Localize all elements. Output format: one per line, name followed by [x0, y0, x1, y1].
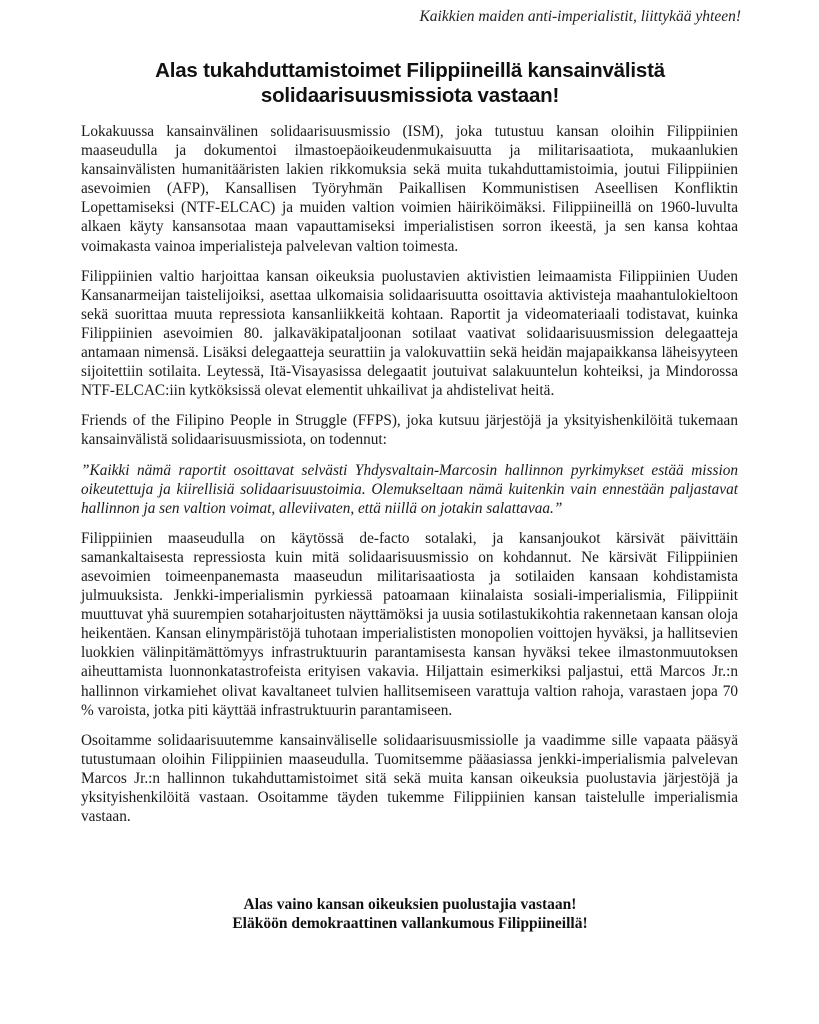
paragraph-ffps-statement: Friends of the Filipino People in Struggle (FFPS), joka kutsuu järjestöjä ja yksityishenkilöitä tukemaan kansainvälistä solidaarisuusmissiota, on todennut: — [81, 412, 738, 449]
paragraph-intro: Lokakuussa kansainvälinen solidaarisuusmissio (ISM), joka tutustuu kansan oloihin Filippiinien maaseudulla ja dokumentoi ilmastoepäoikeudenmukaisuutta ja militarisaatiota, mukaanlukien kansainvälisten humanitääristen lakien rikkomuksia sekä muita tukahduttamistoimia, joutui Filippiinien asevoimien (AFP), Kansallisen Työryhmän Paikallisen Kommunistisen Aseellisen Konfliktin Lopettamiseksi (NTF-ELCAC) ja muiden valtion voimien häiriköimäksi. Filippiineillä on 1960-luvulta alkaen käyty kansansotaa maan vapauttamiseksi imperialistisen sorron ikeestä, ja sen kansa kohtaa voimakasta vainoa imperialisteja palvelevan valtion toimesta. — [81, 123, 738, 255]
article-body — [81, 122, 738, 837]
closing-slogan-1: Alas vaino kansan oikeuksien puolustajia vastaan! — [243, 896, 577, 913]
closing-slogan-2: Eläköön demokraattinen vallankumous Filippiineillä! — [232, 915, 588, 932]
paragraph-state-repression: Filippiinien valtio harjoittaa kansan oikeuksia puolustavien aktivistien leimaamista Filippiinien Uuden Kansanarmeijan taistelijoiksi, asettaa ulkomaisia solidaarisuutta osoittavia aktivisteja maahantulokieltoon sekä suorittaa muuta repressiota kansanliikkeitä kohtaan. Raportit ja videomateriaali todistavat, kuinka Filippiinien asevoimien 80. jalkaväkipataljoonan sotilaat vaativat solidaarisuusmission delegaatteja antamaan nimensä. Lisäksi delegaatteja seurattiin ja valokuvattiin sekä heidän majapaikkansa läheisyyteen sijoitettiin sotilaita. Leytessä, Itä-Visayasissa delegaatit joutuivat salakuuntelun kohteiksi, ja Mindorossa NTF-ELCAC:iin kytköksissä olevat elementit uhkailivat ja ahdistelivat heitä. — [81, 267, 738, 400]
page-title: Alas tukahduttamistoimet Filippiineillä kansainvälistä solidaarisuusmissiota vastaan! — [155, 59, 665, 107]
paragraph-solidarity: Osoitamme solidaarisuutemme kansainväliselle solidaarisuusmissiolle ja vaadimme sille vapaata pääsyä tutustumaan oloihin Filippiinien maaseudulla. Tuomitsemme pääasiassa jenkki-imperialismia palvelevan Marcos Jr.:n hallinnon tukahduttamistoimet sitä sekä muita kansan oikeuksia puolustavia järjestöjä ja yksityishenkilöitä vastaan. Osoitamme täyden tukemme Filippiinien kansan taistelulle imperialismia vastaan. — [81, 731, 738, 826]
header-slogan: Kaikkien maiden anti-imperialistit, liittykää yhteen! — [419, 8, 741, 25]
closing-slogans — [70, 895, 750, 933]
paragraph-countryside: Filippiinien maaseudulla on käytössä de-facto sotalaki, ja kansanjoukot kärsivät päivittäin samankaltaisesta repressiosta kuin mitä solidaarisuusmissio on kohdannut. Ne kärsivät Filippiinien asevoimien toimeenpanemasta maaseudun militarisaatiosta ja sotilaiden kansaan kohdistamista julmuuksista. Jenkki-imperialismin pyrkiessä patoamaan kiinalaista sosiali-imperialismia, Filippiinit muuttuvat yhä suurempien sotaharjoitusten näyttämöksi ja uusia sotilastukikohtia rakennetaan kansan oloja heikentäen. Kansan elinympäristöjä tuhotaan imperialististen monopolien voittojen hyväksi, ja hallitsevien luokkien välinpitämättömyys infrastruktuurin parantamisesta kansan hyväksi tekee ilmastonmuutoksen aiheuttamista luonnonkatastrofeista erityisen vakavia. Hiljattain esimerkiksi paljastui, että Marcos Jr.:n hallinnon virkamiehet olivat kavaltaneet tulvien hallitsemiseen varattuja valtion rahoja, varastaen jopa 70 % varoista, jotka piti käyttää infrastruktuurin parantamiseen. — [81, 529, 738, 719]
quote-block: ”Kaikki nämä raportit osoittavat selvästi Yhdysvaltain-Marcosin hallinnon pyrkimykset estää mission oikeutettuja ja kiirellisiä solidaarisuustoimia. Olemukseltaan nämä kuitenkin vain ennestään paljastavat hallinnon ja sen valtion voimat, alleviivaten, että niillä on jotakin salattavaa.” — [81, 461, 738, 517]
